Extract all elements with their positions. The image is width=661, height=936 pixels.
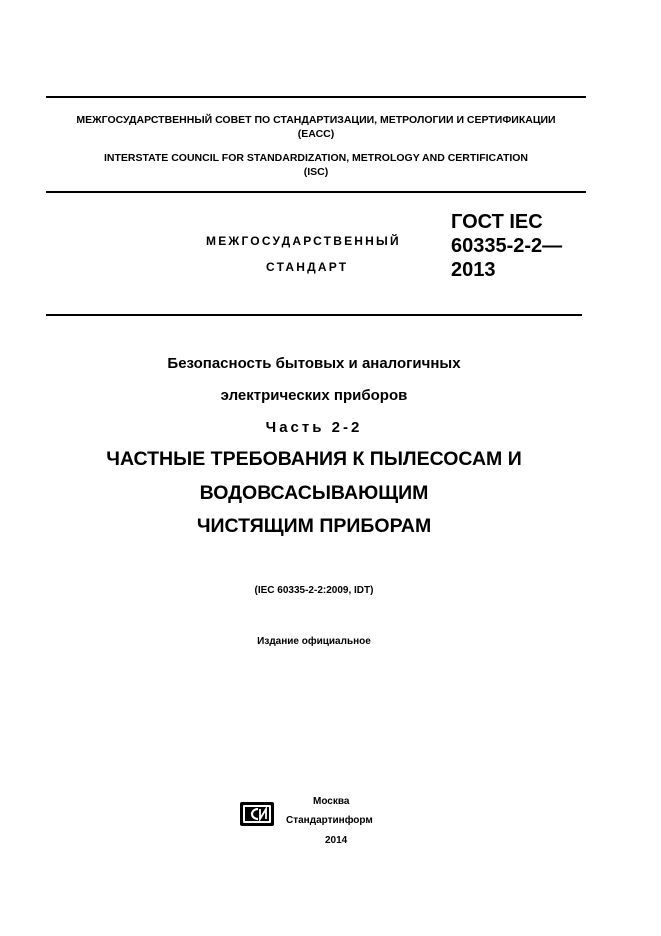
header-rule <box>46 314 582 316</box>
title-main-line2: ВОДОВСАСЫВАЮЩИМ <box>199 482 429 504</box>
council-rule <box>46 191 586 193</box>
council-name-en: INTERSTATE COUNCIL FOR STANDARDIZATION, METROLOGY AND CERTIFICATION <box>103 152 529 164</box>
title-line1: Безопасность бытовых и аналогичных <box>167 355 461 372</box>
title-main-line1: ЧАСТНЫЕ ТРЕБОВАНИЯ К ПЫЛЕСОСАМ И <box>106 448 522 470</box>
publisher-year: 2014 <box>325 835 348 846</box>
standard-type-line1: МЕЖГОСУДАРСТВЕННЫЙ <box>206 234 401 248</box>
iec-reference: (IEC 60335-2-2:2009, IDT) <box>254 585 374 596</box>
standard-type-line2: СТАНДАРТ <box>266 260 349 274</box>
title-main-line3: ЧИСТЯЩИМ ПРИБОРАМ <box>196 515 432 537</box>
publisher-city: Москва <box>313 796 350 807</box>
standard-code-line3: 2013 <box>451 259 496 281</box>
title-part: Часть 2-2 <box>265 419 363 436</box>
council-abbr-en: (ISC) <box>303 166 329 178</box>
top-rule <box>46 96 586 98</box>
edition-note: Издание официальное <box>257 636 371 647</box>
standard-code-line1: ГОСТ IEC <box>451 211 543 233</box>
council-abbr-ru: (ЕАСС) <box>297 128 335 140</box>
standard-code-line2: 60335-2-2— <box>451 235 563 257</box>
council-name-ru: МЕЖГОСУДАРСТВЕННЫЙ СОВЕТ ПО СТАНДАРТИЗАЦИИ, МЕТРОЛОГИИ И СЕРТИФИКАЦИИ <box>76 114 556 126</box>
standartinform-logo-icon <box>239 801 275 827</box>
publisher-name: Стандартинформ <box>286 815 373 826</box>
title-line2: электрических приборов <box>220 387 408 404</box>
